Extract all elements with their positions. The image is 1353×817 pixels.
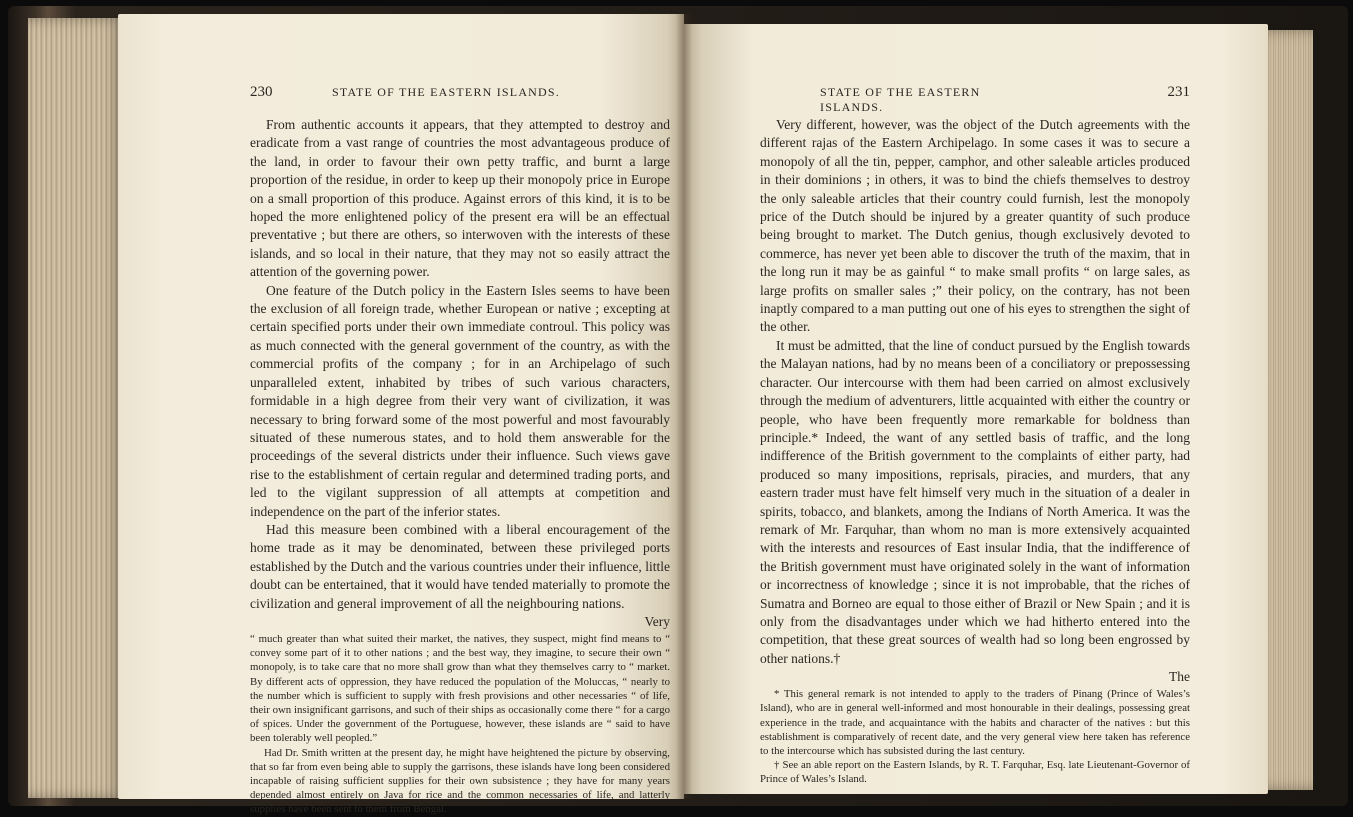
page-edges-left	[28, 18, 124, 798]
paragraph: From authentic accounts it appears, that they attempted to destroy and eradicate from a vast range of countries the most advantageous produce of the land, in order to favour their own petty traffic, and burnt a large proportion of the residue, in order to keep up their monopoly price in Europe on a small proportion of this produce. Against errors of this kind, it is to be hoped the more enlightened policy of the present era will be an effectual preventative ; but there are others, so interwoven with the interests of these islands, and so local in their nature, that they may not so easily attract the attention of the governing power.	[250, 117, 670, 280]
paragraph: One feature of the Dutch policy in the Eastern Isles seems to have been the exclusion of all foreign trade, whether European or native ; excepting at certain specified ports under their own immediate controul. This policy was as much connected with the general government of the country, as with the commercial profits of the company ; for in an Archipelago of such unparalleled extent, inhabited by tribes of such various characters, formidable in a high degree from their very want of civilization, it was necessary to bring forward some of the most powerful and most favourably situated of these numerous states, and to hold them answerable for the proceedings of the several districts under their influence. Such views gave rise to the establishment of certain regular and determined trading ports, and led to the vigilant suppression of all attempts at competition and independence on the part of the inferior states.	[250, 282, 670, 519]
book-gutter	[676, 14, 692, 799]
right-running-header	[760, 84, 1190, 114]
running-head: STATE OF THE EASTERN ISLANDS.	[820, 85, 981, 114]
page-number: 231	[1167, 84, 1190, 100]
paragraph: Had this measure been combined with a liberal encouragement of the home trade as it may be denominated, between these privileged ports established by the Dutch and the various countries under their influence, little doubt can be entertained, that it would have tended materially to promote the civilization and general improvement of all the neighbouring nations.	[250, 521, 670, 611]
catchword: The	[1169, 669, 1190, 685]
left-running-header	[250, 84, 670, 106]
footnotes	[760, 687, 1190, 786]
footnote-comment: Had Dr. Smith written at the present day, he might have heightened the picture by observing, that so far from even being able to supply the garrisons, these islands have long been considered incapable of raising sufficient supplies for their own subsistence ; they have for many years depended almost entirely on Java for rice and the common necessaries of life, and latterly supplies have been sent to them from Bengal.	[250, 746, 670, 816]
running-head: STATE OF THE EASTERN ISLANDS.	[332, 85, 560, 99]
right-page-content	[760, 84, 1190, 787]
footnote: † See an able report on the Eastern Islands, by R. T. Farquhar, Esq. late Lieutenant-Governor of Prince of Wales’s Island.	[760, 759, 1190, 786]
paragraph: Very different, however, was the object of the Dutch agreements with the different rajas of the Eastern Archipelago. In some cases it was to secure a monopoly of all the tin, pepper, camphor, and other saleable articles produced in their dominions ; in others, it was to bind the chiefs themselves to destroy the only saleable articles that their country could furnish, lest the monopoly price of the Dutch should be injured by a greater quantity of such produce being brought to market. The Dutch genius, though exclusively devoted to commerce, has never yet been able to discover the truth of the maxim, that in the long run it may be as gainful “ to make small profits “ on large sales, as large profits on smaller sales ;” their policy, on the contrary, has not been inaptly compared to a man putting out one of his eyes to strengthen the sight of the other.	[760, 117, 1190, 335]
left-page-content	[250, 84, 670, 817]
footnotes	[250, 632, 670, 817]
catchword: Very	[644, 613, 670, 629]
page-number: 230	[250, 84, 273, 100]
paragraph: It must be admitted, that the line of conduct pursued by the English towards the Malayan nations, had by no means been of a conciliatory or prepossessing character. Our intercourse with them had been carried on almost exclusively through the medium of adventurers, little acquainted with either the country or people, who have been frequently more remarkable for boldness than principle.* Indeed, the want of any settled basis of traffic, and the long indifference of the British government to the complaints of either party, had produced so many impositions, reprisals, piracies, and murders, that any eastern trader must have felt himself very much in the situation of a dealer in spirits, tobacco, and blankets, among the Indians of North America. It was the remark of Mr. Farquhar, than whom no man is more extensively acquainted with the interests and resources of East insular India, that the indifference of the British government must have originated solely in the want of information or incorrectness of knowledge ; since it is not improbable, that the riches of Sumatra and Borneo are equal to those either of Brazil or New Spain ; and it is only from the disadvantages under which we had hitherto entered into the competition, that these great sources of wealth had so long been engrossed by other nations.†	[760, 337, 1190, 666]
footnote-quote: “ much greater than what suited their market, the natives, they suspect, might find means to “ convey some part of it to other nations ; and the best way, they imagine, to secure their own “ monopoly, is to take care that no more shall grow than what they themselves carry to “ market. By different acts of oppression, they have reduced the population of the Moluccas, “ nearly to the number which is sufficient to supply with fresh provisions and other necessaries “ of life, their own insignificant garrisons, and such of their ships as occasionally come there “ for a cargo of spices. Under the government of the Portuguese, however, these islands are “ said to have been tolerably well peopled.”	[250, 632, 670, 745]
footnote: * This general remark is not intended to apply to the traders of Pinang (Prince of Wales’s Island), who are in general well-informed and most honourable in their dealings, possessing great experience in the trade, and acquaintance with the habits and character of the natives : but this establishment is comparatively of recent date, and the very general view here taken has reference to the intercourse which has subsisted during the last century.	[760, 688, 1190, 757]
